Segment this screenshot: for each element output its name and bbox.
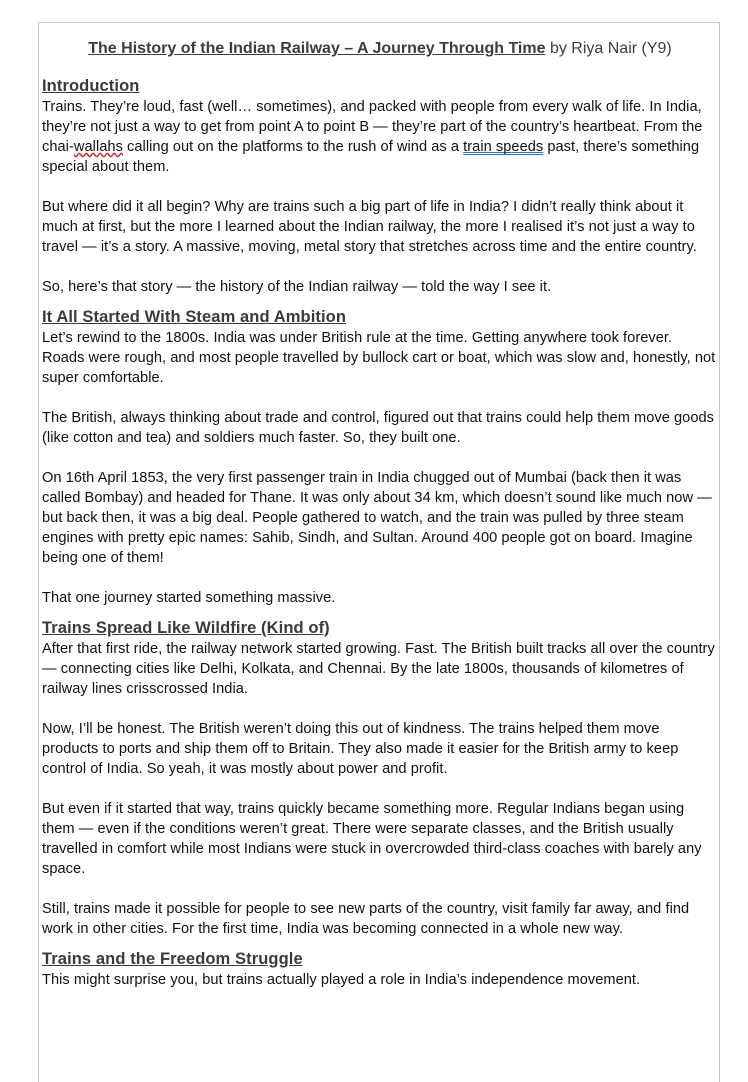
- paragraph: That one journey started something massive.: [42, 590, 336, 606]
- paragraph: On 16th April 1853, the very first passenger train in India chugged out of Mumbai (back then it was called Bombay) and headed for Thane. It was only about 34 km, which doesn’t sound like much now — but back then, it was a big deal. People gathered to watch, and the train was pulled by three steam engines with pretty epic names: Sahib, Sindh, and Sultan. Around 400 people got on board. Imagine being one of them!: [42, 470, 712, 566]
- text-run: Trains. They’re loud, fast (well… sometimes), and packed with people from every walk of life. In India, they’re not just a way to get from point A to point B — they’re part of the country’s heartbeat. From the chai-: [42, 99, 703, 155]
- grammar-suggestion-phrase[interactable]: train speeds: [463, 139, 544, 155]
- section-heading-spread: Trains Spread Like Wildfire (Kind of): [42, 619, 330, 637]
- section-heading-introduction: Introduction: [42, 77, 140, 95]
- document-title: The History of the Indian Railway – A Journey Through Time: [88, 40, 546, 57]
- text-run: past, there’s something special about them.: [42, 139, 700, 175]
- paragraph: But even if it started that way, trains quickly became something more. Regular Indians began using them — even if the conditions weren’t great. There were separate classes, and the British usually travelled in comfort while most Indians were stuck in overcrowded third-class coaches with barely any space.: [42, 801, 702, 877]
- paragraph: But where did it all begin? Why are trains such a big part of life in India? I didn’t really think about it much at first, but the more I learned about the Indian railway, the more I realised it’s not just a way to travel — it’s a story. A massive, moving, metal story that stretches across time and the entire country.: [42, 199, 697, 255]
- spelling-error-word[interactable]: wallahs: [73, 139, 123, 155]
- document-page: [38, 22, 720, 1082]
- text-run: calling out on the platforms to the rush of wind as a: [122, 139, 464, 155]
- paragraph: Still, trains made it possible for people to see new parts of the country, visit family far away, and find work in other cities. For the first time, India was becoming connected in a whole new way.: [42, 901, 690, 937]
- paragraph: [42, 97, 718, 177]
- section-heading-steam: It All Started With Steam and Ambition: [42, 308, 347, 326]
- paragraph: So, here’s that story — the history of the Indian railway — told the way I see it.: [42, 279, 552, 295]
- document-title-line: [42, 38, 718, 60]
- paragraph: After that first ride, the railway network started growing. Fast. The British built tracks all over the country — connecting cities like Delhi, Kolkata, and Chennai. By the late 1800s, thousands of kilometres of railway lines crisscrossed India.: [42, 641, 715, 697]
- paragraph: This might surprise you, but trains actually played a role in India’s independence movement.: [42, 972, 641, 988]
- document-byline: by Riya Nair (Y9): [545, 40, 672, 57]
- paragraph: Now, I’ll be honest. The British weren’t doing this out of kindness. The trains helped them move products to ports and ship them off to Britain. They also made it easier for the British army to keep control of India. So yeah, it was mostly about power and profit.: [42, 721, 679, 777]
- paragraph: Let’s rewind to the 1800s. India was under British rule at the time. Getting anywhere took forever. Roads were rough, and most people travelled by bullock cart or boat, which was slow and, honestly, not super comfortable.: [42, 330, 716, 386]
- paragraph: The British, always thinking about trade and control, figured out that trains could help them move goods (like cotton and tea) and soldiers much faster. So, they built one.: [42, 410, 715, 446]
- document-body: [42, 38, 718, 1010]
- section-heading-freedom: Trains and the Freedom Struggle: [42, 950, 303, 968]
